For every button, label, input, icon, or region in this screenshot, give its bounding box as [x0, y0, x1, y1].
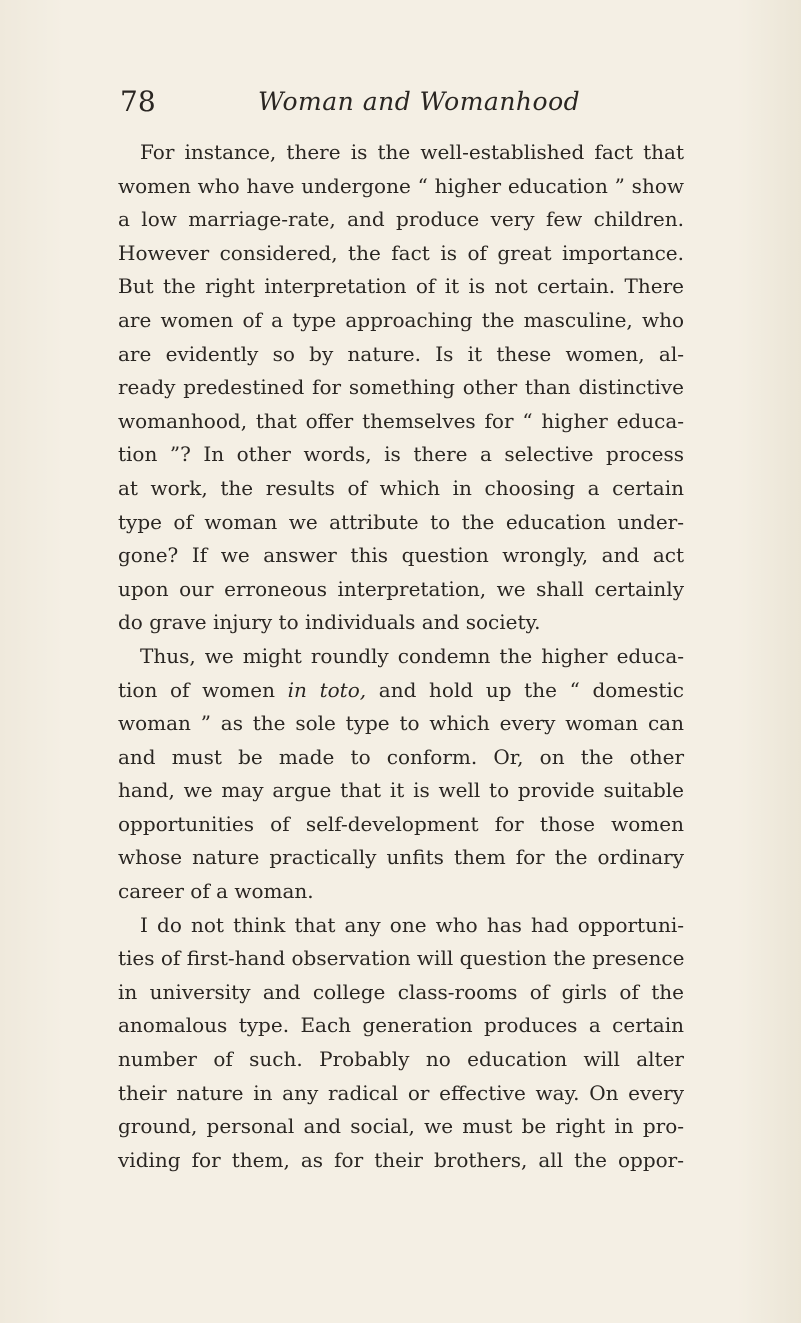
text-line: and must be made to conform. Or, on the other	[118, 744, 684, 769]
text-line: gone? If we answer this question wrongly, and act	[118, 543, 684, 568]
text-line: woman ” as the sole type to which every woman can	[118, 711, 684, 736]
text-line: For instance, there is the well-established fact that	[140, 140, 684, 164]
text-line: a low marriage-rate, and produce very few children.	[118, 207, 684, 232]
text-line: their nature in any radical or effective way. On every	[118, 1080, 684, 1105]
body-text	[118, 136, 684, 1177]
text-line: ready predestined for something other than distinctive	[118, 375, 684, 400]
text-line: womanhood, that offer themselves for “ higher educa-	[118, 408, 684, 433]
running-title: Woman and Womanhood	[258, 87, 581, 116]
text-line: viding for them, as for their brothers, all the oppor-	[118, 1147, 684, 1172]
text-line: I do not think that any one who has had opportuni-	[140, 912, 684, 937]
text-line: are women of a type approaching the masculine, who	[118, 307, 684, 332]
text-line: type of woman we attribute to the education under-	[118, 509, 684, 534]
text-line: upon our erroneous interpretation, we shall certainly	[118, 576, 684, 601]
text-line: at work, the results of which in choosing a certain	[118, 475, 684, 500]
italic-phrase: in toto,	[287, 677, 367, 702]
text-line: But the right interpretation of it is not certain. There	[118, 274, 684, 299]
text-line: whose nature practically unfits them for the ordinary	[118, 845, 684, 870]
text-line: anomalous type. Each generation produces a certain	[118, 1013, 684, 1038]
text-line: hand, we may argue that it is well to provide suitable	[118, 778, 684, 803]
text-line: do grave injury to individuals and society.	[118, 610, 541, 635]
running-head	[120, 84, 700, 124]
text-line	[118, 674, 684, 708]
text-line: are evidently so by nature. Is it these women, al-	[118, 341, 684, 366]
text-line: tion ”? In other words, is there a selective process	[118, 442, 684, 467]
text-line: opportunities of self-development for those women	[118, 811, 684, 836]
text-line: ground, personal and social, we must be right in pro-	[118, 1114, 684, 1139]
text-segment: tion of women	[118, 677, 275, 702]
page-number: 78	[120, 85, 156, 118]
text-line: women who have undergone “ higher education ” show	[118, 173, 684, 198]
text-line: in university and college class-rooms of girls of the	[118, 979, 684, 1004]
text-line: number of such. Probably no education will alter	[118, 1047, 684, 1072]
text-line: Thus, we might roundly condemn the higher educa-	[140, 643, 684, 668]
text-line: ties of first-hand observation will question the presence	[118, 946, 685, 971]
text-line: However considered, the fact is of great importance.	[118, 240, 684, 265]
text-line: career of a woman.	[118, 879, 314, 904]
text-segment: and hold up the “ domestic	[378, 677, 685, 702]
